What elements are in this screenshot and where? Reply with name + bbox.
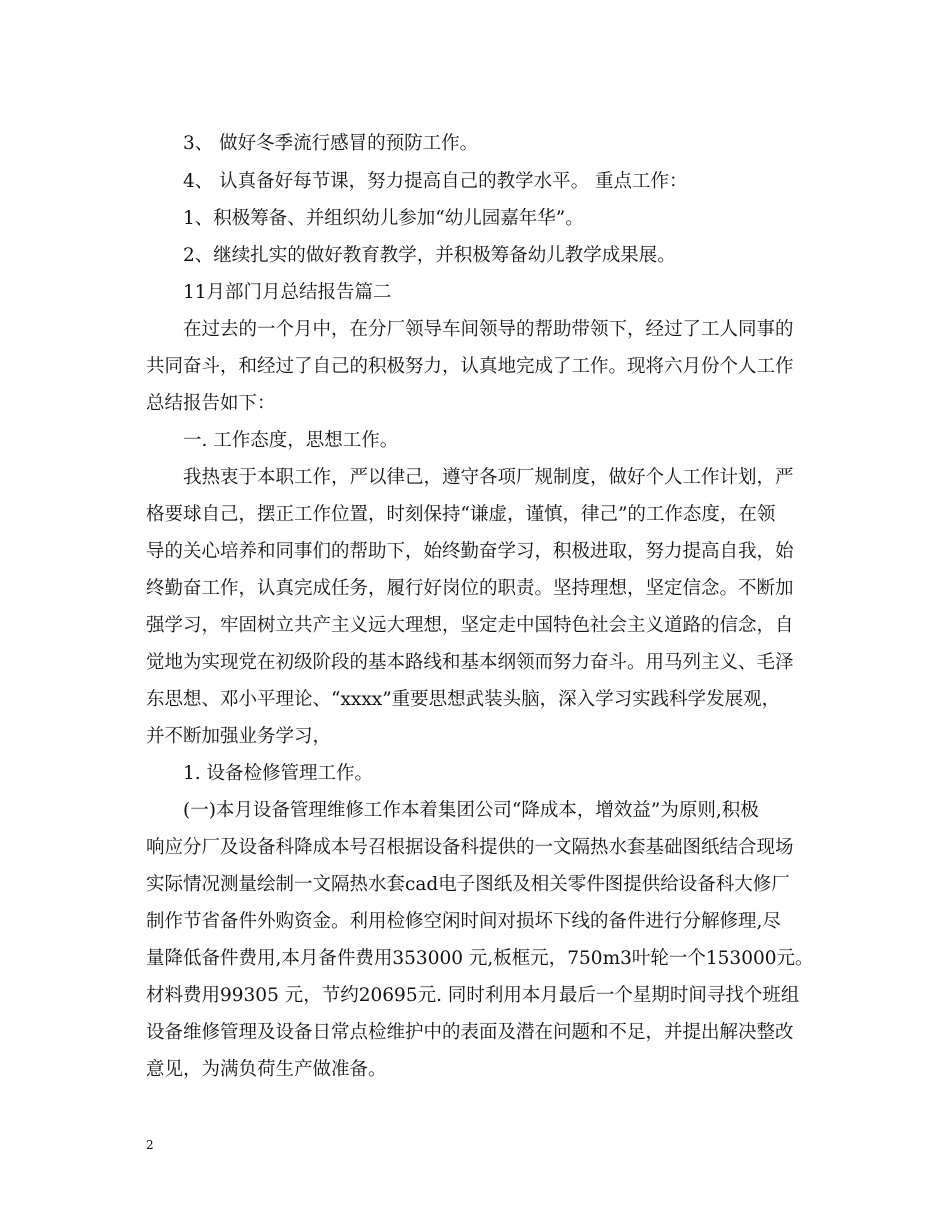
paragraph-line: 觉地为实现党在初级阶段的基本路线和基本纲领而努力奋斗。用马列主义、毛泽 [146,652,794,673]
paragraph-line: 制作节省备件外购资金。利用检修空闲时间对损坏下线的备件进行分解修理,尽 [146,911,781,932]
paragraph-line: 意见，为满负荷生产做准备。 [146,1059,387,1080]
paragraph-line: 东思想、邓小平理论、“xxxx”重要思想武装头脑，深入学习实践科学发展观， [146,689,781,710]
paragraph-line: 2、继续扎实的做好教育教学，并积极筹备幼儿教学成果展。 [183,245,676,266]
paragraph-line: 响应分厂及设备科降成本号召根据设备科提供的一文隔热水套基础图纸结合现场 [146,837,794,858]
paragraph-line: 材料费用99305 元，节约20695元. 同时利用本月最后一个星期时间寻找个班组 [146,985,800,1006]
paragraph-line: 共同奋斗，和经过了自己的积极努力，认真地完成了工作。现将六月份个人工作 [146,356,794,377]
paragraph-line: 格要球自己，摆正工作位置，时刻保持“谦虚，谨慎，律己”的工作态度，在领 [146,504,776,525]
paragraph-line: 4、 认真备好每节课，努力提高自己的教学水平。 重点工作： [183,171,688,192]
paragraph-line: 实际情况测量绘制一文隔热水套cad电子图纸及相关零件图提供给设备科大修厂 [146,874,790,895]
paragraph-line: 量降低备件费用,本月备件费用353000 元,板框元，750m3叶轮一个153000元。 [146,948,814,969]
paragraph-line: 我热衷于本职工作，严以律己，遵守各项厂规制度，做好个人工作计划，严 [183,467,794,488]
paragraph-line: (一)本月设备管理维修工作本着集团公司“降成本，增效益”为原则,积极 [183,800,759,821]
paragraph-line: 设备维修管理及设备日常点检维护中的表面及潜在问题和不足，并提出解决整改 [146,1022,794,1043]
page-number: 2 [146,1138,154,1152]
section-heading: 1. 设备检修管理工作。 [183,763,374,784]
paragraph-line: 并不断加强业务学习， [146,726,332,747]
paragraph-line: 总结报告如下： [146,393,276,414]
paragraph-line: 1、积极筹备、并组织幼儿参加“幼儿园嘉年华”。 [183,208,584,229]
paragraph-line: 强学习，牢固树立共产主义远大理想，坚定走中国特色社会主义道路的信念，自 [146,615,794,636]
paragraph-line: 终勤奋工作，认真完成任务，履行好岗位的职责。坚持理想，坚定信念。不断加 [146,578,794,599]
section-heading: 11月部门月总结报告篇二 [183,282,392,303]
section-heading: 一. 工作态度，思想工作。 [183,430,399,451]
paragraph-line: 导的关心培养和同事们的帮助下，始终勤奋学习，积极进取，努力提高自我，始 [146,541,794,562]
paragraph-line: 3、 做好冬季流行感冒的预防工作。 [183,133,479,154]
paragraph-line: 在过去的一个月中，在分厂领导车间领导的帮助带领下，经过了工人同事的 [183,319,794,340]
